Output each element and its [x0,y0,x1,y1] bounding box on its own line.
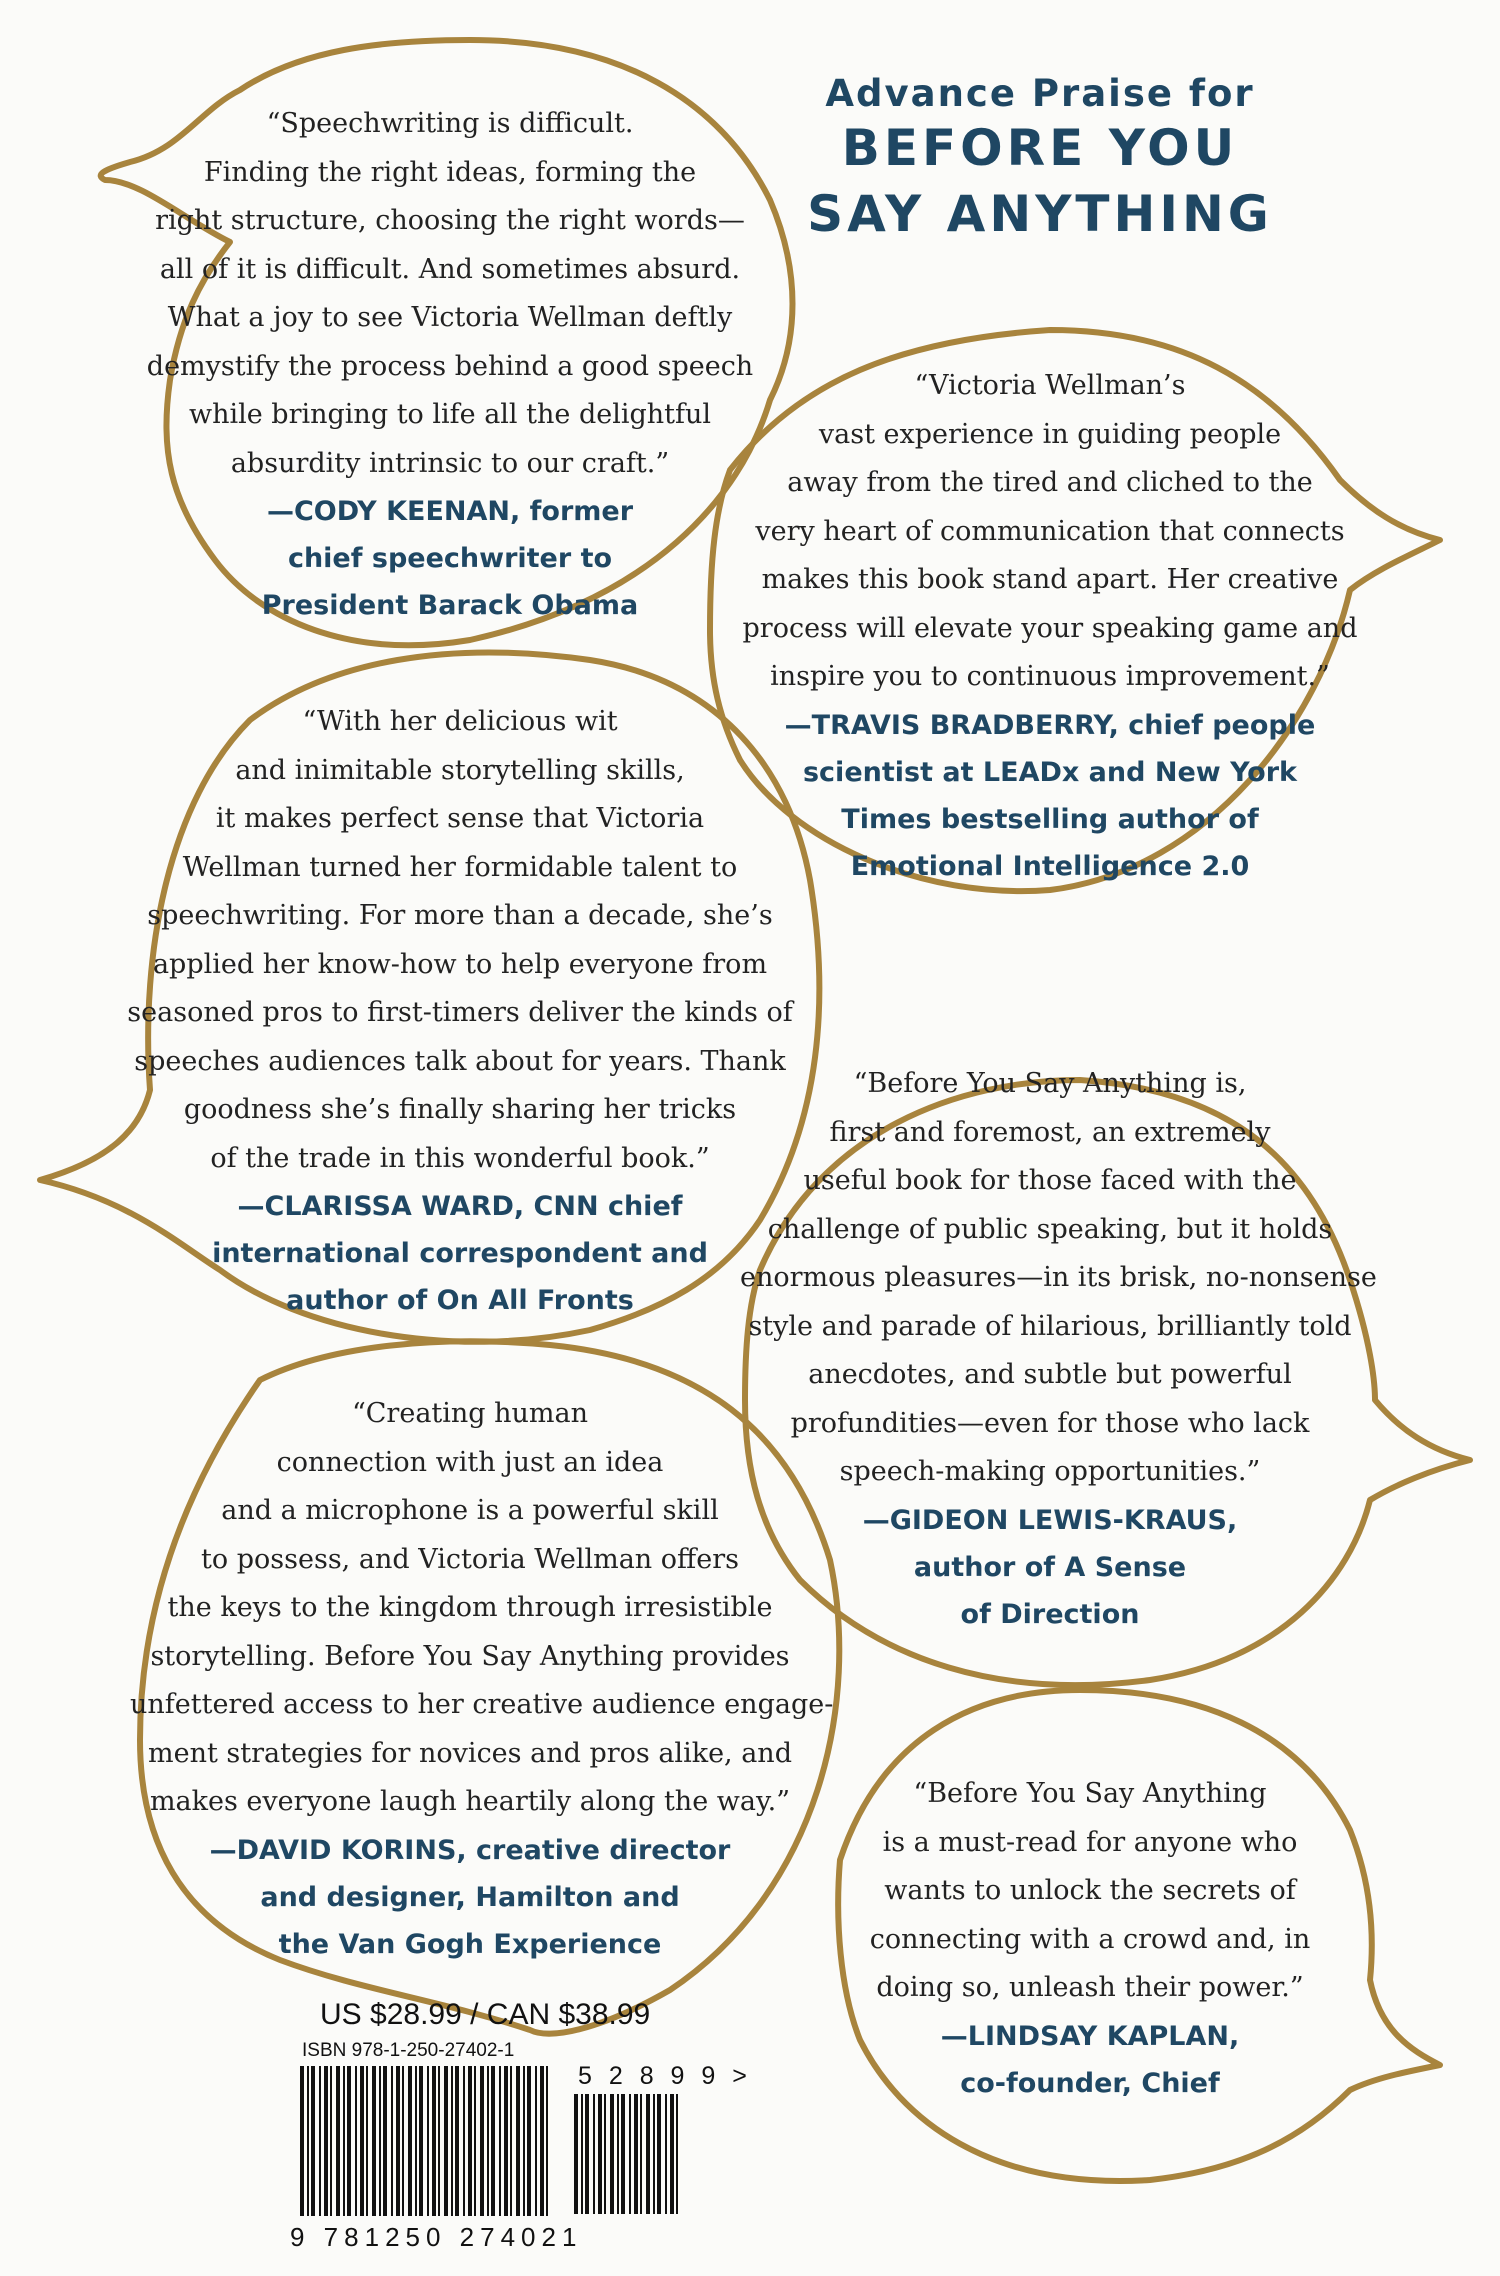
quote-line: inspire you to continuous improvement.” [770,661,1330,692]
quote-line: ment strategies for novices and pros alike, and [148,1737,792,1769]
quote-line: speech-making opportunities.” [839,1456,1261,1487]
attribution-line: co-founder, Chief [960,2067,1220,2099]
quote-line: makes everyone laugh heartily along the way.” [149,1786,791,1817]
quote-line: right structure, choosing the right words— [155,205,745,236]
praise-quote-6 [830,1770,1350,2107]
quote-line: vast experience in guiding people [818,418,1282,450]
quote-line: “Victoria Wellman’s [914,370,1186,401]
quote-line: connection with just an idea [276,1446,664,1478]
attribution-line: Emotional Intelligence 2.0 [850,850,1250,882]
quote-line: What a joy to see Victoria Wellman deftly [167,302,733,333]
quote-line: applied her know-how to help everyone from [152,948,768,980]
quote-line: Wellman turned her formidable talent to [182,851,738,883]
quote-line: unfettered access to her creative audience engage- [130,1689,834,1720]
quote-line: absurdity intrinsic to our craft.” [230,447,670,479]
praise-quote-2 [740,362,1360,890]
quote-line: useful book for those faced with the [803,1165,1297,1196]
quote-line: while bringing to life all the delightful [188,399,712,430]
isbn-barcode [300,2066,555,2221]
quote-line: “With her delicious wit [302,706,618,737]
quote-line: and inimitable storytelling skills, [235,754,685,786]
attribution-line: President Barack Obama [261,590,639,621]
quote-line: “Speechwriting is difficult. [266,108,634,139]
quote-line: makes this book stand apart. Her creative [761,564,1339,595]
heading-subtitle: Advance Praise for [825,72,1255,115]
quote-line: enormous pleasures—in its brisk, no-nonsense [740,1262,1377,1293]
quote-line: Finding the right ideas, forming the [203,156,697,188]
quote-line: challenge of public speaking, but it holds [767,1213,1333,1245]
quote-body [140,100,760,488]
price-label: US $28.99 / CAN $38.99 [320,1998,651,2031]
attribution-line: —GIDEON LEWIS-KRAUS, [862,1504,1238,1536]
attribution-line: author of On All Fronts [286,1285,634,1316]
quote-attribution [130,1827,810,1968]
praise-quote-3 [120,698,800,1324]
attribution-line: —CODY KEENAN, former [266,496,634,527]
quote-line: all of it is difficult. And sometimes absurd. [159,253,741,285]
praise-quote-4 [740,1060,1377,1638]
quote-line: it makes perfect sense that Victoria [215,803,705,834]
cover-heading [780,72,1300,247]
quote-line: speechwriting. For more than a decade, she’s [147,900,773,931]
quote-line: style and parade of hilarious, brilliantly told [748,1310,1352,1342]
quote-body [130,1390,834,1827]
quote-attribution [120,1183,800,1324]
quote-body [740,362,1360,702]
barcode-icon [300,2066,555,2216]
quote-line: the keys to the kingdom through irresistible [167,1592,773,1623]
quote-line: wants to unlock the secrets of [884,1875,1296,1906]
attribution-line: chief speechwriter to [287,543,613,574]
attribution-line: —LINDSAY KAPLAN, [940,2020,1240,2052]
attribution-line: scientist at LEADx and New York [802,756,1297,788]
price-addon-barcode [574,2094,684,2219]
quote-attribution [740,702,1360,890]
quote-body [830,1770,1350,2013]
quote-body [120,698,800,1183]
addon-barcode-icon [574,2094,684,2214]
quote-line: is a must-read for anyone who [882,1826,1298,1858]
attribution-line: —DAVID KORINS, creative director [209,1834,731,1866]
quote-line: “Before You Say Anything is, [853,1068,1247,1099]
quote-line: storytelling. Before You Say Anything provides [150,1640,790,1672]
quote-line: demystify the process behind a good speech [146,350,754,382]
quote-attribution [140,488,760,629]
attribution-line: the Van Gogh Experience [278,1928,662,1960]
quote-body [740,1060,1377,1497]
attribution-line: author of A Sense [913,1551,1187,1583]
isbn-label: ISBN 978-1-250-27402-1 [302,2040,515,2061]
attribution-line: —CLARISSA WARD, CNN chief [237,1191,683,1222]
quote-line: and a microphone is a powerful skill [221,1495,719,1526]
quote-line: to possess, and Victoria Wellman offers [201,1543,739,1575]
quote-attribution [740,1497,1360,1638]
attribution-line: international correspondent and [212,1238,708,1269]
attribution-line: Times bestselling author of [841,803,1259,835]
attribution-line: of Direction [960,1598,1140,1630]
quote-attribution [830,2013,1350,2107]
praise-quote-5 [130,1390,834,1968]
quote-line: very heart of communication that connects [755,515,1345,547]
quote-line: doing so, unleash their power.” [876,1972,1304,2003]
quote-line: goodness she’s finally sharing her tricks [183,1094,737,1125]
quote-line: first and foremost, an extremely [829,1116,1271,1148]
quote-line: profundities—even for those who lack [790,1407,1310,1439]
quote-line: “Creating human [351,1398,589,1429]
quote-line: connecting with a crowd and, in [869,1923,1311,1955]
attribution-line: —TRAVIS BRADBERRY, chief people [784,709,1316,741]
quote-line: anecdotes, and subtle but powerful [808,1359,1292,1390]
price-addon-number: 5 2 8 9 9 > [578,2062,752,2090]
quote-line: process will elevate your speaking game and [742,612,1358,644]
quote-line: seasoned pros to first-timers deliver the kinds of [127,997,793,1028]
heading-title-line-1: BEFORE YOU [841,119,1239,177]
attribution-line: and designer, Hamilton and [260,1881,680,1913]
heading-title-line-2: SAY ANYTHING [807,185,1273,243]
quote-line: away from the tired and cliched to the [787,467,1313,498]
quote-line: of the trade in this wonderful book.” [210,1142,710,1174]
quote-line: speeches audiences talk about for years. Thank [134,1045,786,1077]
barcode-number: 9 781250 274021 [290,2222,583,2252]
praise-quote-1 [140,100,760,629]
quote-line: “Before You Say Anything [913,1778,1267,1809]
